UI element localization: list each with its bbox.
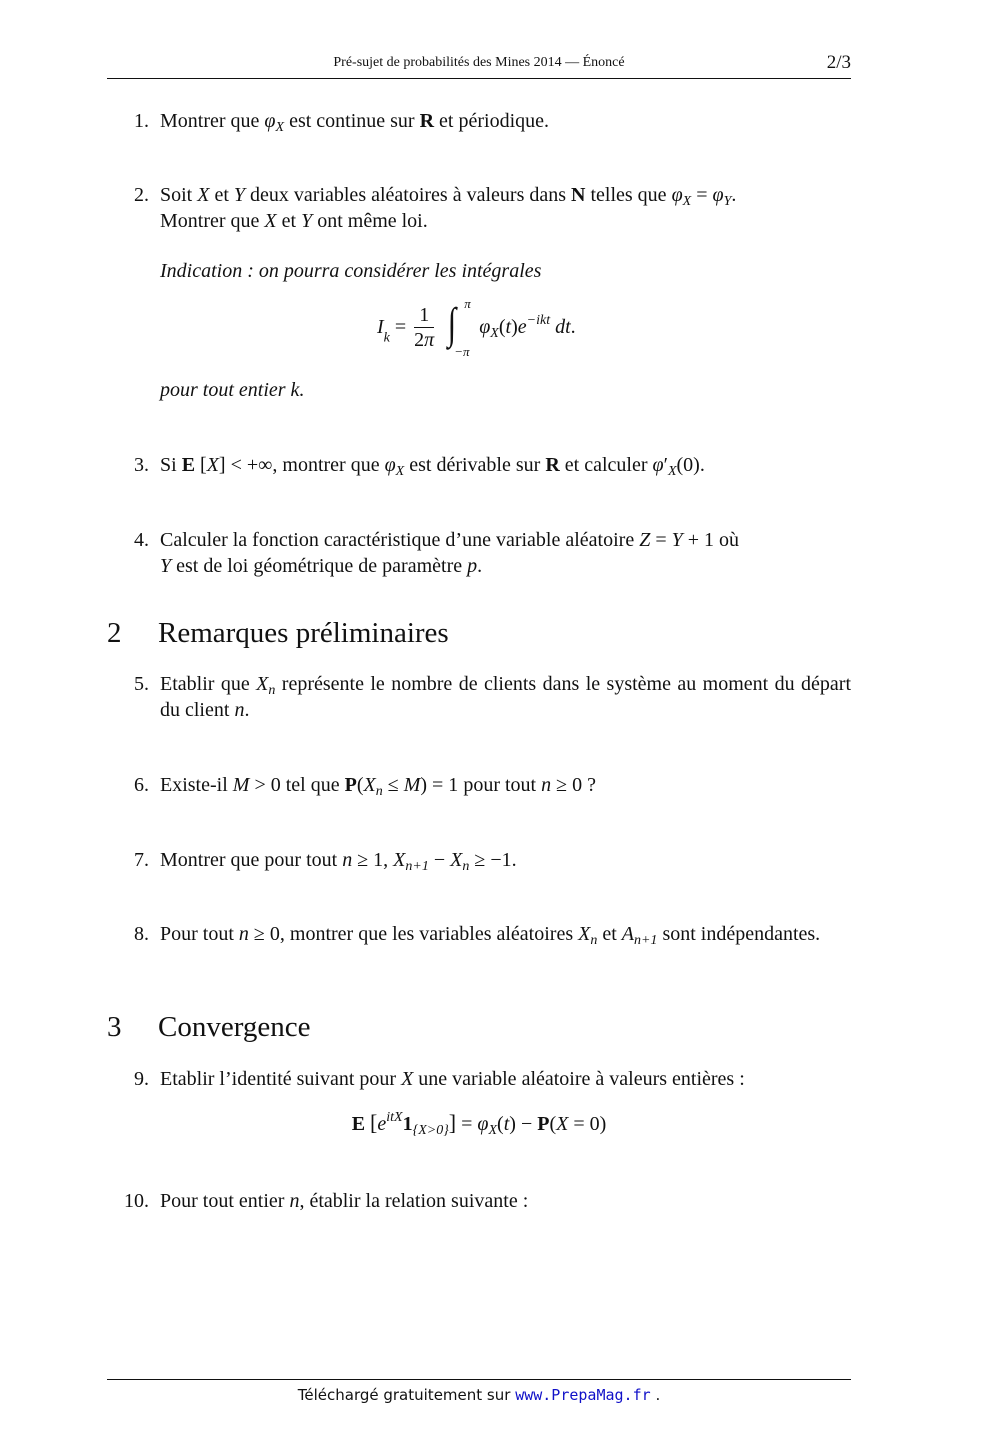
section-number: 2 bbox=[107, 617, 122, 649]
question-number: 8. bbox=[134, 923, 149, 945]
question-number: 9. bbox=[134, 1068, 149, 1090]
question-text: Si E [X] < +∞, montrer que $\varphi_X$ est dérivable sur R et calculer $\varphi'_X(0)$. bbox=[160, 454, 705, 479]
document-page: Pré-sujet de probabilités des Mines 2014 — Énoncé 2/3 1. Montrer que $\varphi_X$ est continue sur R et périodique. 2. Soit X et Y deux variables aléatoires à valeurs dans N telles que $\varphi_X = \varphi_Y$. Montrer que X et Y ont même loi. Indication : on pourra considérer les intégrales $I_k$ = $\frac{1}{2\pi}$ ∫ π −π $\varphi_X(t)e^{-ikt}$ dt. pour tout entier k. 3. Si E [X] < +∞, montrer que $\varphi_X$ est dérivable sur R et calculer $\varphi'_X(0)$. 4. Calculer la fonction caractéristique d’une variable aléatoire Z = Y + 1 où Y est de loi géométrique de paramètre p. 2 Remarques préliminaires 5. Etablir que $X_n$ représente le nombre de clients dans le système au moment du départ du client n. 6. Existe-il M > 0 tel que $P(X_n \le M) = 1$ pour tout n ≥ 0 ? 7. Montrer que pour tout n ≥ 1, $X_{n+1} - X_n \ge -1$. 8. Pour tout n ≥ 0, montrer que les variables aléatoires $X_n$ et $A_{n+1}$ sont indépendantes. 3 Convergence 9. Etablir l’identité suivant pour X une variable aléatoire à valeurs entières : E $[e^{itX}1_{\{X>0\}}] = \varphi_X(t) - P(X = 0)$ 10. Pour tout entier n, établir la relation suivante : Téléchargé gratuitement sur www.PrepaMag.fr . bbox=[107, 52, 852, 1404]
page-number: 2/3 bbox=[826, 52, 851, 73]
question-number: 6. bbox=[134, 774, 149, 796]
question-number: 10. bbox=[124, 1190, 149, 1212]
question-number: 2. bbox=[134, 184, 149, 206]
identity-formula: E $[e^{itX}1_{\{X>0\}}] = \varphi_X(t) - P(X = 0)$ bbox=[351, 1110, 607, 1138]
question-number: 5. bbox=[134, 673, 149, 695]
question-number: 1. bbox=[134, 110, 149, 132]
footer-link[interactable]: www.PrepaMag.fr bbox=[515, 1386, 651, 1404]
section-title: Convergence bbox=[158, 1011, 311, 1043]
question-text: Pour tout n ≥ 0, montrer que les variables aléatoires $X_n$ et $A_{n+1}$ sont indépendantes. bbox=[160, 923, 821, 948]
integral-formula: $I_k$ = $\frac{1}{2\pi}$ ∫ π −π $\varphi_X(t)e^{-ikt}$ dt. bbox=[377, 296, 576, 359]
footer-suffix: . bbox=[655, 1386, 661, 1404]
question-number: 3. bbox=[134, 454, 149, 476]
question-text: Montrer que $\varphi_X$ est continue sur R et périodique. bbox=[160, 110, 550, 135]
footer bbox=[107, 1386, 851, 1404]
section-title: Remarques préliminaires bbox=[158, 617, 449, 649]
question-text: Existe-il M > 0 tel que $P(X_n \le M) = 1$ pour tout n ≥ 0 ? bbox=[160, 774, 596, 799]
question-text: Soit X et Y deux variables aléatoires à valeurs dans N telles que $\varphi_X = \varphi_Y$. Montrer que X et Y ont même loi. bbox=[160, 184, 737, 232]
question-text: Calculer la fonction caractéristique d’une variable aléatoire Z = Y + 1 où Y est de loi géométrique de paramètre p. bbox=[160, 529, 740, 577]
footer-prefix: Téléchargé gratuitement sur bbox=[297, 1386, 511, 1404]
question-number: 7. bbox=[134, 849, 149, 871]
question-text: Etablir que $X_n$ représente le nombre de clients dans le système au moment du départ du client n. bbox=[160, 673, 852, 721]
fraction: $\frac{1}{2\pi}$ bbox=[414, 303, 435, 351]
running-header bbox=[107, 52, 851, 79]
question-text: Pour tout entier n, établir la relation suivante : bbox=[160, 1190, 529, 1212]
section-number: 3 bbox=[107, 1011, 122, 1043]
footer-rule bbox=[107, 1379, 851, 1380]
running-title: Pré-sujet de probabilités des Mines 2014 — Énoncé bbox=[333, 55, 625, 70]
question-text: Montrer que pour tout n ≥ 1, $X_{n+1} - X_n \ge -1$. bbox=[160, 849, 517, 874]
question-text: Etablir l’identité suivant pour X une variable aléatoire à valeurs entières : bbox=[160, 1068, 745, 1090]
integral-sign: ∫ π −π bbox=[448, 296, 471, 359]
question-number: 4. bbox=[134, 529, 149, 551]
